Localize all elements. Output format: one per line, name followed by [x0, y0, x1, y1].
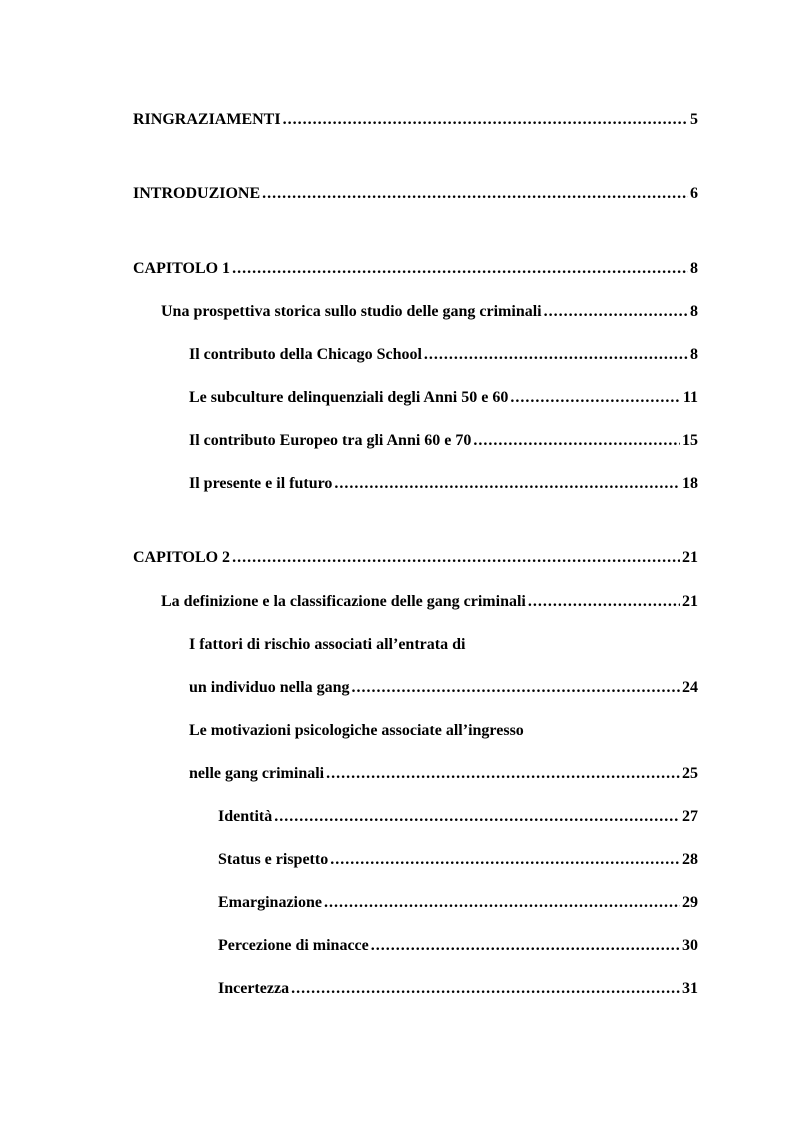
dot-leader	[510, 388, 681, 408]
toc-entry-contributo-europeo[interactable]	[189, 431, 698, 451]
toc-entry-page: 30	[682, 937, 698, 954]
toc-entry-subculture[interactable]	[189, 388, 698, 408]
toc-entry-incertezza[interactable]	[218, 979, 698, 999]
toc-entry-title: nelle gang criminali	[189, 765, 325, 782]
toc-entry-page: 8	[690, 303, 698, 320]
dot-leader	[473, 431, 680, 451]
toc-entry-fattori-rischio-line2[interactable]	[189, 678, 698, 698]
toc-entry-motivazioni-line1[interactable]	[189, 721, 698, 741]
toc-entry-title: Le subculture delinquenziali degli Anni 50 e 60	[189, 389, 509, 406]
toc-entry-status-rispetto[interactable]	[218, 850, 698, 870]
toc-entry-prospettiva-storica[interactable]	[161, 302, 698, 322]
toc-entry-page: 15	[682, 432, 698, 449]
toc-entry-title: Le motivazioni psicologiche associate all’ingresso	[189, 722, 524, 739]
toc-entry-chicago-school[interactable]	[189, 345, 698, 365]
dot-leader	[232, 548, 680, 568]
toc-entry-page: 21	[682, 593, 698, 610]
toc-entry-capitolo-1[interactable]	[133, 259, 698, 279]
toc-entry-identita[interactable]	[218, 807, 698, 827]
toc-entry-page: 27	[682, 808, 698, 825]
toc-entry-presente-futuro[interactable]	[189, 474, 698, 494]
dot-leader	[371, 936, 680, 956]
toc-entry-page: 8	[690, 346, 698, 363]
toc-entry-ringraziamenti[interactable]	[133, 110, 698, 130]
toc-entry-title: Emarginazione	[218, 894, 322, 911]
toc-entry-capitolo-2[interactable]	[133, 548, 698, 568]
toc-entry-title: Il contributo della Chicago School	[189, 346, 422, 363]
toc-entry-title: Percezione di minacce	[218, 937, 369, 954]
toc-entry-page: 6	[690, 185, 698, 202]
toc-entry-motivazioni-line2[interactable]	[189, 764, 698, 784]
toc-entry-page: 29	[682, 894, 698, 911]
toc-entry-title: Status e rispetto	[218, 851, 329, 868]
toc-entry-page: 5	[690, 111, 698, 128]
toc-entry-title: INTRODUZIONE	[133, 185, 261, 202]
toc-entry-title: CAPITOLO 1	[133, 260, 231, 277]
dot-leader	[330, 850, 680, 870]
toc-entry-emarginazione[interactable]	[218, 893, 698, 913]
toc-entry-title: Il presente e il futuro	[189, 475, 333, 492]
dot-leader	[291, 979, 680, 999]
dot-leader	[274, 807, 680, 827]
dot-leader	[544, 302, 688, 322]
toc-entry-fattori-rischio-line1[interactable]	[189, 635, 698, 655]
toc-entry-title: I fattori di rischio associati all’entrata di	[189, 636, 466, 653]
toc-entry-title: Una prospettiva storica sullo studio delle gang criminali	[161, 303, 542, 320]
toc-entry-percezione-minacce[interactable]	[218, 936, 698, 956]
dot-leader	[352, 678, 680, 698]
toc-entry-title: Il contributo Europeo tra gli Anni 60 e 70	[189, 432, 472, 449]
dot-leader	[326, 764, 680, 784]
toc-entry-page: 28	[682, 851, 698, 868]
dot-leader	[324, 893, 680, 913]
toc-entry-title: un individuo nella gang	[189, 679, 350, 696]
toc-entry-definizione[interactable]	[161, 592, 698, 612]
toc-entry-page: 8	[690, 260, 698, 277]
dot-leader	[424, 345, 688, 365]
toc-entry-page: 25	[682, 765, 698, 782]
toc-entry-page: 11	[682, 389, 698, 406]
dot-leader	[334, 474, 680, 494]
toc-entry-title: La definizione e la classificazione delle gang criminali	[161, 593, 526, 610]
toc-entry-introduzione[interactable]	[133, 184, 698, 204]
toc-entry-title: CAPITOLO 2	[133, 549, 231, 566]
dot-leader	[528, 592, 680, 612]
toc-entry-page: 21	[682, 549, 698, 566]
dot-leader	[262, 184, 688, 204]
toc-entry-page: 24	[682, 679, 698, 696]
toc-entry-title: Incertezza	[218, 980, 290, 997]
dot-leader	[232, 259, 688, 279]
toc-entry-page: 31	[682, 980, 698, 997]
toc-entry-title: Identità	[218, 808, 273, 825]
dot-leader	[283, 110, 688, 130]
toc-entry-page: 18	[682, 475, 698, 492]
toc-entry-title: RINGRAZIAMENTI	[133, 111, 281, 128]
